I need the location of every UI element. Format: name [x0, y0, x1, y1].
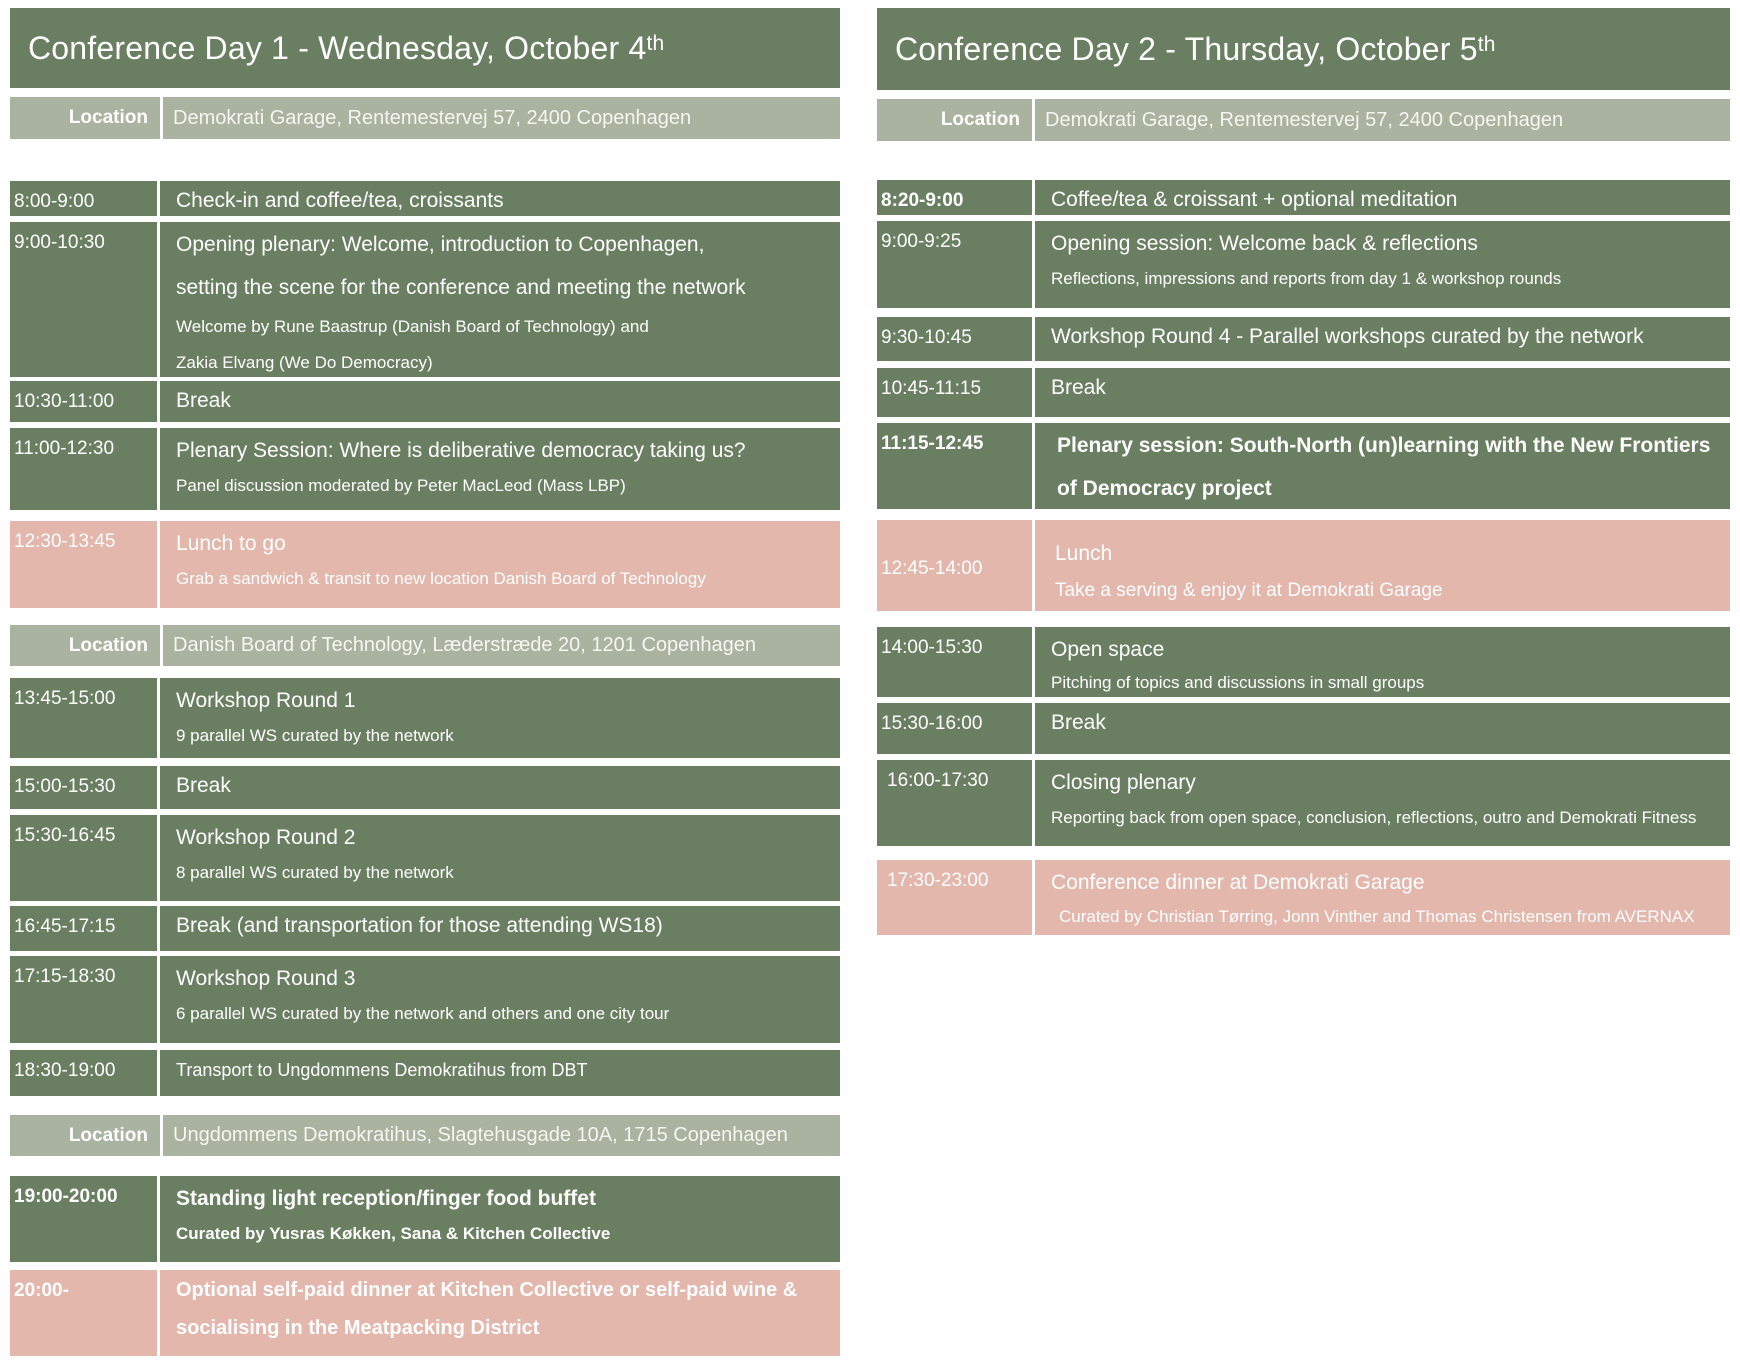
session-title: Workshop Round 1 [176, 689, 356, 712]
session-title: Transport to Ungdommens Demokratihus from DBT [176, 1060, 588, 1080]
session-time: 19:00-20:00 [10, 1176, 160, 1262]
session-row [10, 1270, 840, 1356]
session-subtitle: 8 parallel WS curated by the network [176, 863, 454, 882]
session-time: 17:15-18:30 [10, 956, 160, 1043]
session-row [10, 678, 840, 758]
session-time: 12:45-14:00 [877, 520, 1035, 611]
session-title: Lunch [1055, 542, 1113, 565]
session-title: Open space [1051, 638, 1165, 661]
session-row [877, 423, 1730, 509]
session-row [877, 180, 1730, 215]
session-title: Plenary session: South-North (un)learning with the New Frontiers [1057, 434, 1711, 457]
session-time: 12:30-13:45 [10, 521, 160, 608]
session-time: 14:00-15:30 [877, 627, 1035, 697]
session-time: 9:00-10:30 [10, 222, 160, 377]
session-row [10, 428, 840, 510]
session-row [877, 520, 1730, 611]
session-title: Check-in and coffee/tea, croissants [176, 189, 504, 212]
session-row [10, 1050, 840, 1096]
session-row [10, 815, 840, 901]
session-row [10, 381, 840, 422]
session-title: Break [176, 389, 231, 412]
day2-title: Conference Day 2 - Thursday, October 5 [895, 30, 1478, 67]
session-subtitle: Grab a sandwich & transit to new location Danish Board of Technology [176, 569, 706, 588]
session-row [877, 860, 1730, 935]
session-subtitle: 9 parallel WS curated by the network [176, 726, 454, 745]
session-subtitle: Curated by Yusras Køkken, Sana & Kitchen Collective [176, 1224, 611, 1243]
session-title: Closing plenary [1051, 771, 1196, 794]
day1-location-bar-1 [10, 97, 840, 139]
session-title: Workshop Round 4 - Parallel workshops curated by the network [1051, 325, 1644, 348]
session-subtitle: Reporting back from open space, conclusion, reflections, outro and Demokrati Fitness [1051, 808, 1697, 827]
location-label: Location [10, 97, 163, 139]
session-title: Opening session: Welcome back & reflections [1051, 232, 1478, 255]
session-time: 15:30-16:00 [877, 703, 1035, 754]
session-row [10, 766, 840, 809]
day2-location-bar [877, 99, 1730, 141]
session-time: 10:45-11:15 [877, 368, 1035, 417]
session-subtitle: Pitching of topics and discussions in small groups [1051, 673, 1425, 692]
session-row [10, 1176, 840, 1262]
session-subtitle: Panel discussion moderated by Peter MacLeod (Mass LBP) [176, 476, 626, 495]
session-title: Conference dinner at Demokrati Garage [1051, 871, 1425, 894]
session-time: 18:30-19:00 [10, 1050, 160, 1096]
session-time: 9:00-9:25 [877, 221, 1035, 308]
session-time: 15:00-15:30 [10, 766, 160, 809]
session-time: 17:30-23:00 [877, 860, 1035, 935]
session-time: 16:00-17:30 [877, 760, 1035, 846]
session-title: Break [1051, 711, 1106, 734]
session-subtitle: Take a serving & enjoy it at Demokrati Garage [1055, 580, 1443, 601]
session-title: Opening plenary: Welcome, introduction to Copenhagen, [176, 233, 705, 256]
session-title-line2: of Democracy project [1057, 477, 1272, 500]
location-value: Demokrati Garage, Rentemestervej 57, 2400 Copenhagen [1045, 108, 1564, 131]
session-title: Coffee/tea & croissant + optional meditation [1051, 188, 1458, 211]
session-row [10, 956, 840, 1043]
day1-title-suffix: th [646, 32, 665, 55]
session-time: 8:20-9:00 [877, 180, 1035, 215]
session-row [877, 627, 1730, 697]
session-title: Break [176, 774, 231, 797]
day1-location-bar-3 [10, 1115, 840, 1156]
session-row [10, 521, 840, 608]
session-title: Standing light reception/finger food buffet [176, 1187, 596, 1210]
location-value: Demokrati Garage, Rentemestervej 57, 2400 Copenhagen [173, 106, 692, 129]
session-time: 9:30-10:45 [877, 317, 1035, 361]
session-subtitle: Welcome by Rune Baastrup (Danish Board of Technology) and [176, 317, 649, 336]
session-time: 20:00- [10, 1270, 160, 1356]
session-time: 13:45-15:00 [10, 678, 160, 758]
session-title: Lunch to go [176, 532, 286, 555]
session-time: 8:00-9:00 [10, 181, 160, 216]
location-value: Ungdommens Demokratihus, Slagtehusgade 10A, 1715 Copenhagen [173, 1124, 788, 1146]
location-label: Location [877, 99, 1035, 141]
session-row [10, 222, 840, 377]
session-title: Workshop Round 3 [176, 967, 356, 990]
day2-title-suffix: th [1477, 33, 1496, 56]
session-row [877, 221, 1730, 308]
session-title: Break [1051, 376, 1106, 399]
session-time: 16:45-17:15 [10, 906, 160, 951]
session-title: Plenary Session: Where is deliberative democracy taking us? [176, 439, 746, 462]
day1-location-bar-2 [10, 625, 840, 666]
session-subtitle-line2: Zakia Elvang (We Do Democracy) [176, 353, 433, 372]
session-title: Optional self-paid dinner at Kitchen Collective or self-paid wine & [176, 1279, 798, 1301]
session-time: 15:30-16:45 [10, 815, 160, 901]
session-title: Break (and transportation for those attending WS18) [176, 914, 663, 937]
day2-header [877, 8, 1730, 90]
session-subtitle: Reflections, impressions and reports from day 1 & workshop rounds [1051, 269, 1562, 288]
session-subtitle: Curated by Christian Tørring, Jonn Vinther and Thomas Christensen from AVERNAX [1059, 907, 1695, 926]
session-row [877, 703, 1730, 754]
location-label: Location [10, 1115, 163, 1156]
session-row [877, 368, 1730, 417]
session-row [10, 906, 840, 951]
location-value: Danish Board of Technology, Læderstræde 20, 1201 Copenhagen [173, 634, 756, 656]
session-title-line2: setting the scene for the conference and meeting the network [176, 276, 746, 299]
session-row [10, 181, 840, 216]
session-time: 11:00-12:30 [10, 428, 160, 510]
session-time: 11:15-12:45 [877, 423, 1035, 509]
session-time: 10:30-11:00 [10, 381, 160, 422]
day1-title: Conference Day 1 - Wednesday, October 4 [28, 29, 647, 66]
session-title-line2: socialising in the Meatpacking District [176, 1317, 540, 1339]
session-title: Workshop Round 2 [176, 826, 356, 849]
session-row [877, 317, 1730, 361]
location-label: Location [10, 625, 163, 666]
session-row [877, 760, 1730, 846]
day1-header [10, 8, 840, 88]
session-subtitle: 6 parallel WS curated by the network and others and one city tour [176, 1004, 670, 1023]
